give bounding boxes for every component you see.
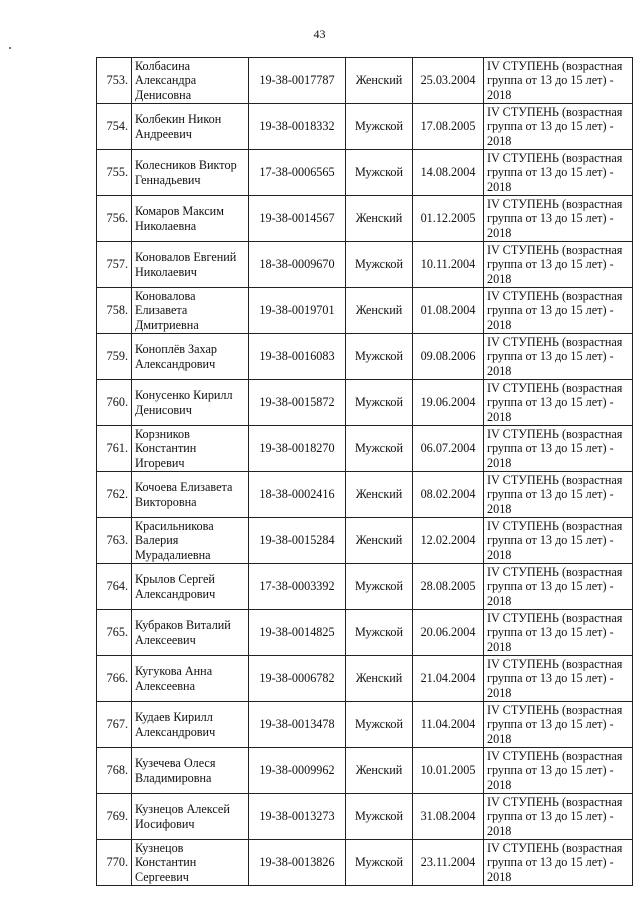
sex: Мужской	[346, 426, 413, 472]
table-row	[97, 426, 633, 472]
uin-code: 19-38-0018270	[249, 426, 346, 472]
award-category: IV СТУПЕНЬ (возрастная группа от 13 до 15 лет) - 2018	[484, 610, 633, 656]
award-category: IV СТУПЕНЬ (возрастная группа от 13 до 15 лет) - 2018	[484, 380, 633, 426]
table-row	[97, 840, 633, 886]
uin-code: 19-38-0009962	[249, 748, 346, 794]
table-row	[97, 104, 633, 150]
table-row	[97, 518, 633, 564]
birth-date: 08.02.2004	[413, 472, 484, 518]
row-number: 763.	[97, 518, 132, 564]
row-number: 759.	[97, 334, 132, 380]
award-category: IV СТУПЕНЬ (возрастная группа от 13 до 15 лет) - 2018	[484, 564, 633, 610]
sex: Женский	[346, 196, 413, 242]
row-number: 762.	[97, 472, 132, 518]
row-number: 755.	[97, 150, 132, 196]
row-number: 757.	[97, 242, 132, 288]
row-number: 761.	[97, 426, 132, 472]
sex: Мужской	[346, 840, 413, 886]
sex: Мужской	[346, 702, 413, 748]
sex: Женский	[346, 58, 413, 104]
row-number: 770.	[97, 840, 132, 886]
award-category: IV СТУПЕНЬ (возрастная группа от 13 до 15 лет) - 2018	[484, 702, 633, 748]
sex: Мужской	[346, 794, 413, 840]
uin-code: 19-38-0013273	[249, 794, 346, 840]
birth-date: 09.08.2006	[413, 334, 484, 380]
full-name: Кугукова Анна Алексеевна	[132, 656, 249, 702]
registry-table-body	[97, 58, 633, 886]
full-name: Корзников Константин Игоревич	[132, 426, 249, 472]
uin-code: 19-38-0015284	[249, 518, 346, 564]
award-category: IV СТУПЕНЬ (возрастная группа от 13 до 15 лет) - 2018	[484, 196, 633, 242]
full-name: Коновалова Елизавета Дмитриевна	[132, 288, 249, 334]
birth-date: 10.01.2005	[413, 748, 484, 794]
table-row	[97, 748, 633, 794]
birth-date: 10.11.2004	[413, 242, 484, 288]
full-name: Комаров Максим Николаевна	[132, 196, 249, 242]
full-name: Кубраков Виталий Алексеевич	[132, 610, 249, 656]
award-category: IV СТУПЕНЬ (возрастная группа от 13 до 15 лет) - 2018	[484, 104, 633, 150]
award-category: IV СТУПЕНЬ (возрастная группа от 13 до 15 лет) - 2018	[484, 288, 633, 334]
table-row	[97, 610, 633, 656]
award-category: IV СТУПЕНЬ (возрастная группа от 13 до 15 лет) - 2018	[484, 150, 633, 196]
row-number: 753.	[97, 58, 132, 104]
full-name: Конусенко Кирилл Денисович	[132, 380, 249, 426]
row-number: 769.	[97, 794, 132, 840]
registry-table	[96, 57, 633, 886]
sex: Мужской	[346, 334, 413, 380]
uin-code: 18-38-0002416	[249, 472, 346, 518]
row-number: 768.	[97, 748, 132, 794]
row-number: 760.	[97, 380, 132, 426]
table-row	[97, 334, 633, 380]
birth-date: 11.04.2004	[413, 702, 484, 748]
award-category: IV СТУПЕНЬ (возрастная группа от 13 до 15 лет) - 2018	[484, 426, 633, 472]
full-name: Колбасина Александра Денисовна	[132, 58, 249, 104]
sex: Мужской	[346, 564, 413, 610]
row-number: 766.	[97, 656, 132, 702]
uin-code: 19-38-0013478	[249, 702, 346, 748]
table-row	[97, 472, 633, 518]
table-row	[97, 564, 633, 610]
uin-code: 18-38-0009670	[249, 242, 346, 288]
full-name: Красильникова Валерия Мурадалиевна	[132, 518, 249, 564]
award-category: IV СТУПЕНЬ (возрастная группа от 13 до 15 лет) - 2018	[484, 242, 633, 288]
award-category: IV СТУПЕНЬ (возрастная группа от 13 до 15 лет) - 2018	[484, 840, 633, 886]
row-number: 758.	[97, 288, 132, 334]
table-row	[97, 656, 633, 702]
table-row	[97, 380, 633, 426]
margin-mark	[9, 47, 11, 49]
full-name: Кузечева Олеся Владимировна	[132, 748, 249, 794]
birth-date: 01.12.2005	[413, 196, 484, 242]
birth-date: 19.06.2004	[413, 380, 484, 426]
table-row	[97, 150, 633, 196]
birth-date: 28.08.2005	[413, 564, 484, 610]
birth-date: 06.07.2004	[413, 426, 484, 472]
sex: Женский	[346, 472, 413, 518]
table-row	[97, 196, 633, 242]
birth-date: 23.11.2004	[413, 840, 484, 886]
birth-date: 17.08.2005	[413, 104, 484, 150]
award-category: IV СТУПЕНЬ (возрастная группа от 13 до 15 лет) - 2018	[484, 518, 633, 564]
table-row	[97, 242, 633, 288]
sex: Мужской	[346, 242, 413, 288]
full-name: Кочоева Елизавета Викторовна	[132, 472, 249, 518]
row-number: 765.	[97, 610, 132, 656]
birth-date: 01.08.2004	[413, 288, 484, 334]
full-name: Коновалов Евгений Николаевич	[132, 242, 249, 288]
table-row	[97, 794, 633, 840]
full-name: Кудаев Кирилл Александрович	[132, 702, 249, 748]
sex: Женский	[346, 748, 413, 794]
uin-code: 19-38-0015872	[249, 380, 346, 426]
birth-date: 14.08.2004	[413, 150, 484, 196]
award-category: IV СТУПЕНЬ (возрастная группа от 13 до 15 лет) - 2018	[484, 656, 633, 702]
award-category: IV СТУПЕНЬ (возрастная группа от 13 до 15 лет) - 2018	[484, 472, 633, 518]
uin-code: 19-38-0006782	[249, 656, 346, 702]
uin-code: 19-38-0016083	[249, 334, 346, 380]
birth-date: 21.04.2004	[413, 656, 484, 702]
birth-date: 31.08.2004	[413, 794, 484, 840]
sex: Мужской	[346, 104, 413, 150]
sex: Женский	[346, 288, 413, 334]
uin-code: 19-38-0017787	[249, 58, 346, 104]
row-number: 754.	[97, 104, 132, 150]
full-name: Колесников Виктор Геннадьевич	[132, 150, 249, 196]
sex: Мужской	[346, 150, 413, 196]
page-number: 43	[313, 27, 326, 41]
award-category: IV СТУПЕНЬ (возрастная группа от 13 до 15 лет) - 2018	[484, 748, 633, 794]
full-name: Кузнецов Константин Сергеевич	[132, 840, 249, 886]
uin-code: 19-38-0014825	[249, 610, 346, 656]
full-name: Коноплёв Захар Александрович	[132, 334, 249, 380]
sex: Женский	[346, 518, 413, 564]
sex: Мужской	[346, 380, 413, 426]
uin-code: 19-38-0014567	[249, 196, 346, 242]
sex: Женский	[346, 656, 413, 702]
row-number: 756.	[97, 196, 132, 242]
full-name: Крылов Сергей Александрович	[132, 564, 249, 610]
uin-code: 19-38-0013826	[249, 840, 346, 886]
uin-code: 17-38-0003392	[249, 564, 346, 610]
table-row	[97, 702, 633, 748]
award-category: IV СТУПЕНЬ (возрастная группа от 13 до 15 лет) - 2018	[484, 794, 633, 840]
table-row	[97, 58, 633, 104]
birth-date: 20.06.2004	[413, 610, 484, 656]
award-category: IV СТУПЕНЬ (возрастная группа от 13 до 15 лет) - 2018	[484, 58, 633, 104]
uin-code: 17-38-0006565	[249, 150, 346, 196]
birth-date: 12.02.2004	[413, 518, 484, 564]
full-name: Колбекин Никон Андреевич	[132, 104, 249, 150]
uin-code: 19-38-0018332	[249, 104, 346, 150]
uin-code: 19-38-0019701	[249, 288, 346, 334]
full-name: Кузнецов Алексей Иосифович	[132, 794, 249, 840]
row-number: 767.	[97, 702, 132, 748]
award-category: IV СТУПЕНЬ (возрастная группа от 13 до 15 лет) - 2018	[484, 334, 633, 380]
row-number: 764.	[97, 564, 132, 610]
birth-date: 25.03.2004	[413, 58, 484, 104]
sex: Мужской	[346, 610, 413, 656]
table-row	[97, 288, 633, 334]
